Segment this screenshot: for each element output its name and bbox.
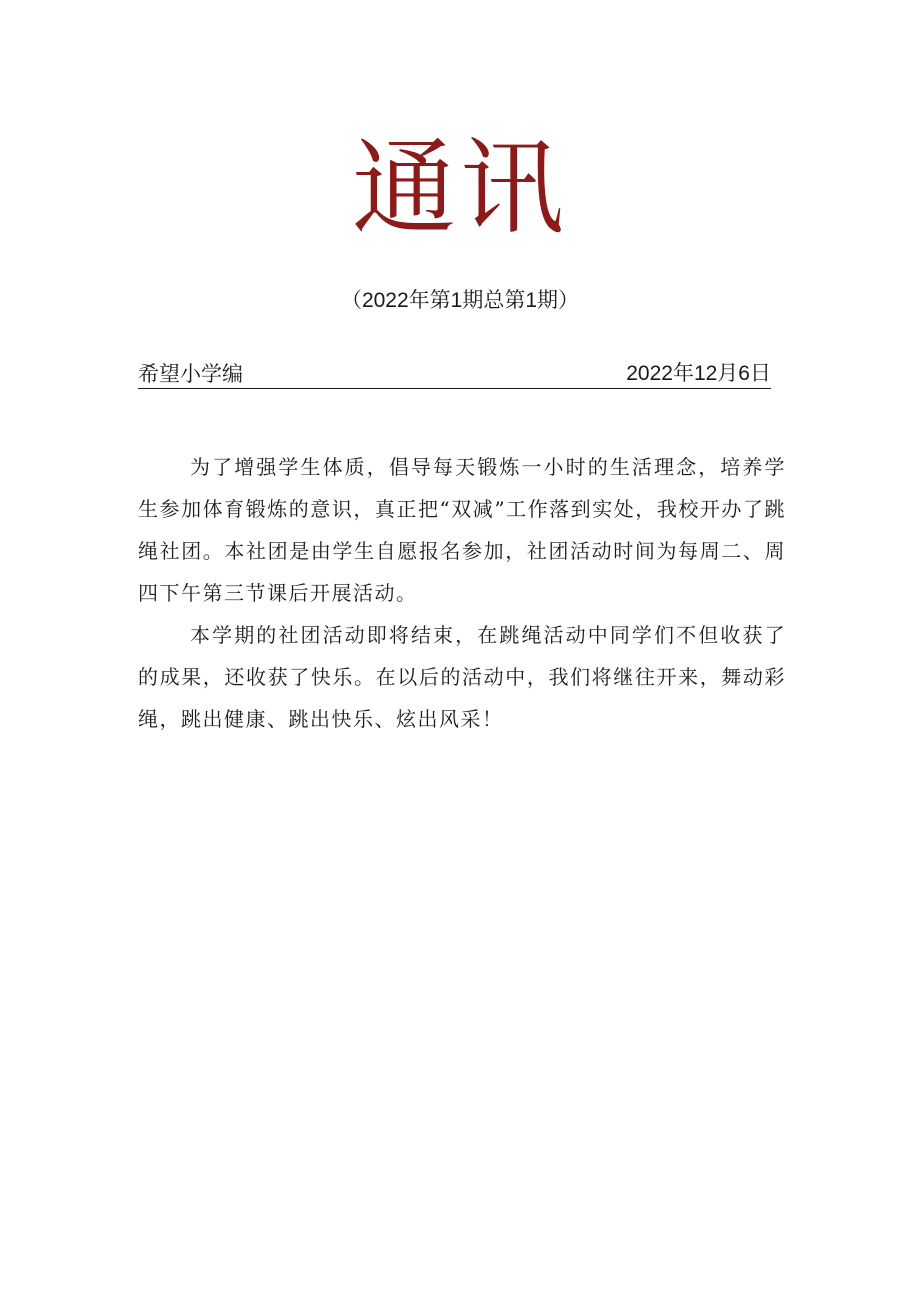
publish-date: 2022年12月6日 (626, 362, 771, 385)
paragraph: 为了增强学生体质，倡导每天锻炼一小时的生活理念，培养学生参加体育锻炼的意识，真正把“双减”工作落到实处，我校开办了跳绳社团。本社团是由学生自愿报名参加，社团活动时间为每周二、周四下午第三节课后开展活动。 (138, 455, 786, 605)
editor-name: 希望小学编 (138, 362, 243, 386)
byline (138, 360, 771, 389)
paragraph: 本学期的社团活动即将结束，在跳绳活动中同学们不但收获了的成果，还收获了快乐。在以后的活动中，我们将继往开来，舞动彩绳，跳出健康、跳出快乐、炫出风采！ (138, 623, 786, 731)
issue-number: （2022年第1期总第1期） (340, 289, 580, 312)
masthead-title: 通讯 (351, 127, 568, 249)
article-body (138, 446, 786, 740)
